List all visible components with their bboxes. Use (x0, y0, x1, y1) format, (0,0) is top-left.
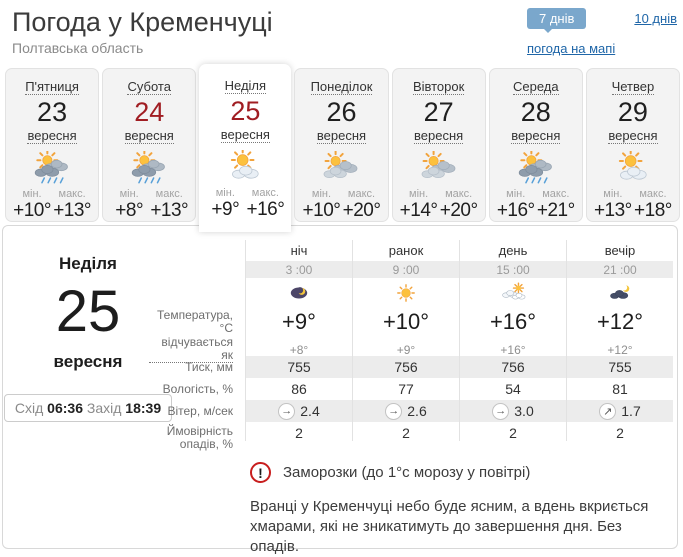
column-header-evening: вечір (566, 240, 673, 261)
column-header-night: ніч (245, 240, 352, 261)
page-header (0, 0, 683, 66)
tab-day-2[interactable] (199, 64, 291, 232)
tab-day-name: Четвер (611, 79, 655, 94)
time-value: 3 :00 (245, 261, 352, 278)
sun-cloud-icon (218, 150, 272, 184)
feels-like-value: +16° (459, 336, 566, 363)
max-label: макс. (445, 188, 473, 200)
max-temp: +13° (150, 200, 189, 221)
cloud-sun-icon (495, 281, 531, 305)
time-value: 15 :00 (459, 261, 566, 278)
moon-cloud-icon (602, 281, 638, 305)
warning-exclamation-icon: ! (250, 462, 271, 483)
min-label: мін. (311, 188, 332, 200)
temperature-row-label: Температура, °С (156, 308, 233, 335)
max-temp: +16° (246, 199, 285, 220)
wind-direction-icon: → (278, 403, 295, 420)
detail-day-name: Неділя (59, 254, 117, 273)
min-label: мін. (22, 188, 42, 200)
forecast-table (149, 240, 673, 450)
tab-day-3[interactable] (294, 68, 388, 222)
warning-text: Заморозки (до 1°с морозу у повітрі) (283, 464, 531, 481)
weather-map-link[interactable]: погода на мапі (527, 41, 616, 56)
min-label: мін. (506, 188, 526, 200)
pressure-value: 755 (245, 356, 352, 378)
temperature-value: +9° (245, 308, 352, 336)
range-controls (527, 8, 677, 58)
range-7-days-button[interactable]: 7 днів (527, 8, 586, 29)
tab-month: вересня (414, 128, 464, 143)
column-header-day: день (459, 240, 566, 261)
sunset-label: Захід (86, 400, 122, 416)
min-label: мін. (409, 188, 429, 200)
temperature-value: +10° (352, 308, 459, 336)
pressure-row-label: Тиск, мм (185, 359, 233, 374)
min-temp: +10° (302, 200, 341, 221)
tab-month: вересня (27, 128, 77, 143)
sunrise-sunset-box (4, 394, 172, 422)
sun-icon (388, 281, 424, 305)
range-10-days-link[interactable]: 10 днів (634, 11, 677, 26)
tab-month: вересня (220, 127, 270, 142)
wind-value: 1.7 (621, 403, 641, 419)
tab-date: 24 (134, 97, 165, 127)
feels-like-value: +12° (566, 336, 673, 363)
time-value: 21 :00 (566, 261, 673, 278)
tab-month: вересня (511, 128, 561, 143)
sun-rain-clouds-icon (509, 151, 563, 185)
max-temp: +13° (53, 200, 92, 221)
precipitation-row-label: Ймовірність опадів, % (166, 424, 233, 451)
column-header-morning: ранок (352, 240, 459, 261)
tab-date: 25 (230, 96, 261, 126)
max-label: макс. (639, 188, 667, 200)
max-label: макс. (58, 188, 86, 200)
precipitation-value: 2 (352, 422, 459, 441)
humidity-value: 86 (245, 378, 352, 400)
wind-direction-icon: → (385, 403, 402, 420)
precipitation-value: 2 (566, 422, 673, 441)
precipitation-value: 2 (459, 422, 566, 441)
moon-icon (281, 281, 317, 305)
min-temp: +16° (496, 200, 535, 221)
feels-like-value: +9° (352, 336, 459, 363)
min-label: мін. (603, 188, 623, 200)
tab-month: вересня (316, 128, 367, 143)
max-label: макс. (542, 188, 570, 200)
min-temp: +8° (115, 200, 144, 221)
tab-day-name: Понеділок (310, 79, 373, 94)
tab-day-4[interactable] (392, 68, 486, 222)
wind-direction-icon: ↗ (599, 403, 616, 420)
tab-day-name: Субота (127, 79, 171, 94)
sunset-time: 18:39 (125, 400, 162, 416)
temperature-value: +16° (459, 308, 566, 336)
sun-clouds-icon (412, 151, 466, 185)
sun-clouds-icon (314, 151, 368, 185)
tab-day-0[interactable] (5, 68, 99, 222)
pressure-value: 756 (459, 356, 566, 378)
max-label: макс. (251, 187, 279, 199)
tab-day-name: Неділя (224, 78, 267, 93)
region-subtitle: Полтавська область (12, 40, 144, 56)
day-detail-panel (2, 225, 678, 555)
selected-day-info (3, 254, 173, 422)
tab-month: вересня (608, 128, 658, 143)
day-tabs (0, 68, 683, 222)
feels-like-row-label[interactable]: відчувається як (149, 336, 233, 363)
sun-rain-clouds-icon (25, 151, 79, 185)
tab-date: 26 (326, 97, 357, 127)
tab-day-name: Середа (512, 79, 559, 94)
pressure-value: 755 (566, 356, 673, 378)
tab-day-1[interactable] (102, 68, 196, 222)
wind-direction-icon: → (492, 403, 509, 420)
detail-month: вересня (53, 352, 123, 371)
wind-row-label: Вітер, м/сек (167, 403, 233, 418)
tab-day-6[interactable] (586, 68, 680, 222)
sun-cloud-icon (606, 151, 660, 185)
max-temp: +21° (536, 200, 575, 221)
wind-value: 2.6 (407, 403, 427, 419)
pressure-value: 756 (352, 356, 459, 378)
tab-date: 23 (37, 97, 68, 127)
tab-date: 27 (423, 97, 454, 127)
humidity-row-label: Вологість, % (162, 381, 233, 396)
tab-day-name: П'ятниця (25, 79, 79, 94)
tab-day-5[interactable] (489, 68, 583, 222)
max-temp: +18° (634, 200, 672, 221)
tab-month: вересня (124, 128, 174, 143)
max-label: макс. (347, 188, 376, 200)
min-label: мін. (215, 187, 235, 199)
humidity-value: 81 (566, 378, 673, 400)
min-temp: +14° (399, 200, 438, 221)
sun-rain-clouds-icon (122, 151, 176, 185)
tab-date: 28 (520, 97, 551, 127)
max-temp: +20° (439, 200, 478, 221)
humidity-value: 77 (352, 378, 459, 400)
tab-date: 29 (617, 97, 648, 127)
wind-value: 2.4 (300, 403, 320, 419)
feels-like-value: +8° (245, 336, 352, 363)
min-temp: +13° (593, 200, 632, 221)
frost-warning (250, 462, 530, 483)
detail-date: 25 (55, 279, 121, 344)
tab-day-name: Вівторок (412, 79, 465, 94)
min-temp: +9° (211, 199, 240, 220)
max-temp: +20° (342, 200, 381, 221)
temperature-value: +12° (566, 308, 673, 336)
forecast-summary: Вранці у Кременчуці небо буде ясним, а вдень вкриється хмарами, які не зникатимуть до завершення дня. Без опадів. (250, 498, 649, 555)
humidity-value: 54 (459, 378, 566, 400)
precipitation-value: 2 (245, 422, 352, 441)
min-temp: +10° (13, 200, 51, 221)
min-label: мін. (119, 188, 139, 200)
sunrise-time: 06:36 (47, 400, 83, 416)
page-title: Погода у Кременчуці (12, 7, 273, 37)
wind-value: 3.0 (514, 403, 534, 419)
max-label: макс. (155, 188, 183, 200)
time-value: 9 :00 (352, 261, 459, 278)
sunrise-label: Схід (14, 400, 44, 416)
